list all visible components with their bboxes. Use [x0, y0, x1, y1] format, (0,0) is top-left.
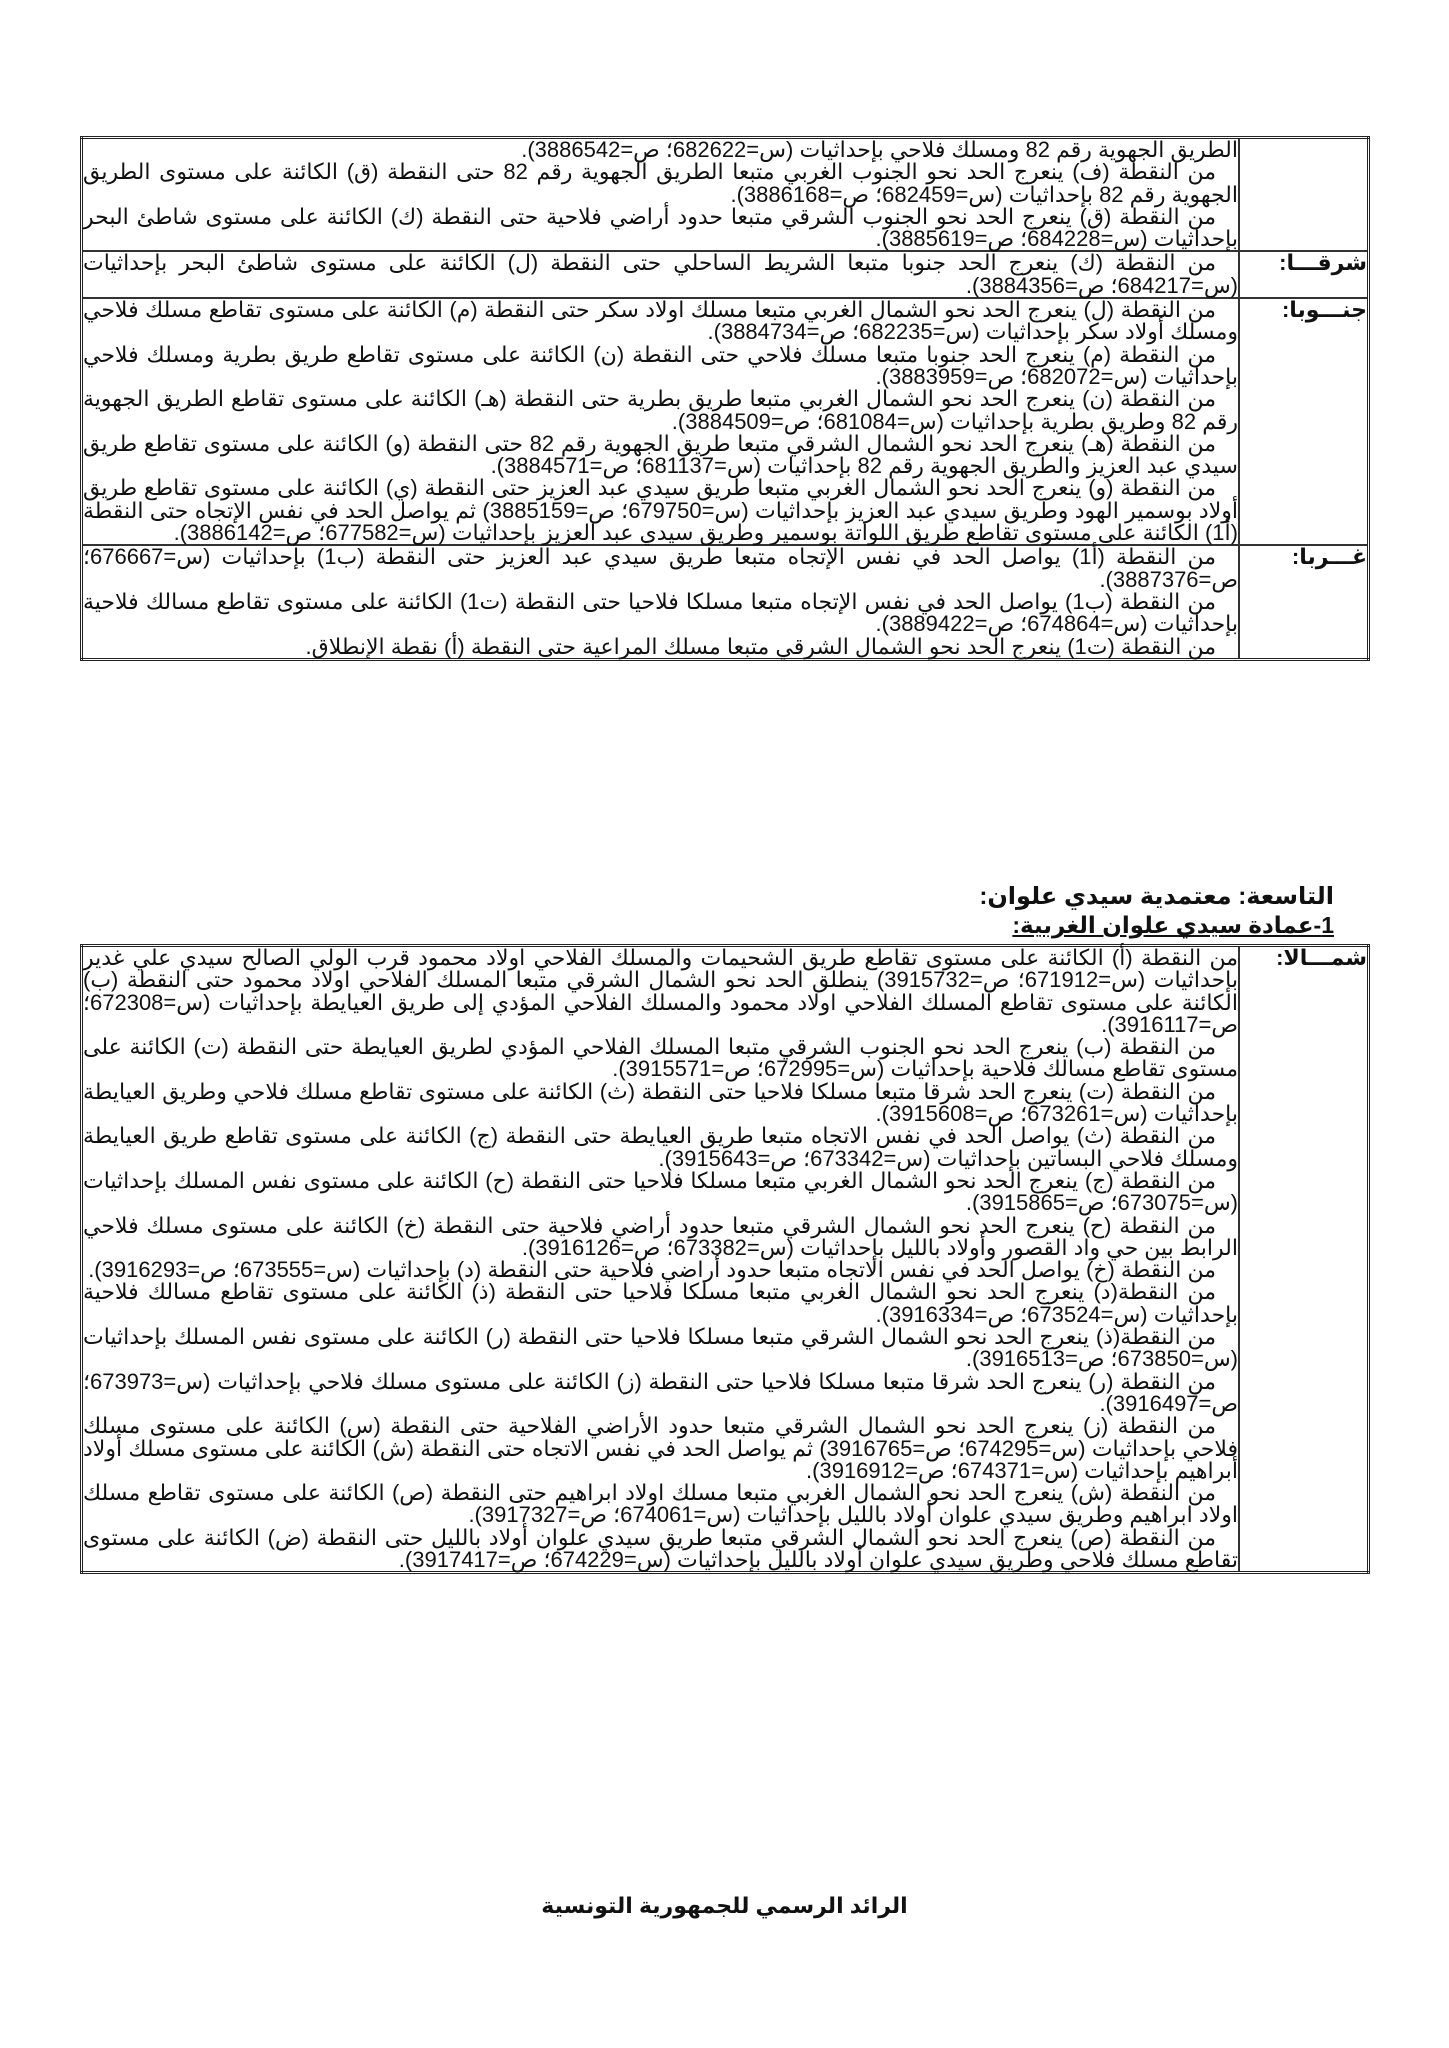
- boundary-paragraph: من النقطة (أ) الكائنة على مستوى تقاطع طريق الشحيمات والمسلك الفلاحي اولاد محمود قرب الولي الصالح سيدي علي غدير بإحداثيات (س=671912؛ ص=3915732) ينطلق الحد نحو الشمال الشرقي متبعا المسلك الفلاحي اولاد محمود حتى النقطة (ب) الكائنة على مستوى تقاطع المسلك الفلاحي اولاد محمود والمسلك الفلاحي المؤدي إلى طريق العيايطة بإحداثيات (س=672308؛ ص=3916117).: [83, 945, 1238, 1037]
- boundary-paragraph: من النقطة (ح) ينعرج الحد نحو الشمال الشرقي متبعا حدود أراضي فلاحية حتى النقطة (خ) الكائنة على مستوى مسلك فلاحي الرابط بين حي واد القصور وأولاد بالليل بإحداثيات (س=673382؛ ص=3916126).: [83, 1212, 1238, 1260]
- boundary-paragraph: من النقطة (ص) ينعرج الحد نحو الشمال الشرقي متبعا طريق سيدي علوان أولاد بالليل حتى النقطة (ض) الكائنة على مستوى تقاطع مسلك فلاحي وطريق سيدي علوان أولاد بالليل بإحداثيات (س=674229؛ ص=3917417).: [83, 1524, 1238, 1573]
- boundary-paragraph: من النقطة (خ) يواصل الحد في نفس الاتجاه متبعا حدود أراضي فلاحية حتى النقطة (د) بإحداثيات (س=673555؛ ص=3916293).: [88, 1257, 1216, 1283]
- table-row-south: [82, 298, 1369, 545]
- boundary-paragraph: من النقطة (ر) ينعرج الحد شرقا متبعا مسلكا فلاحيا حتى النقطة (ز) الكائنة على مستوى مسلك فلاحي بإحداثيات (س=673973؛ ص=3916497).: [83, 1368, 1238, 1416]
- boundary-paragraph: من النقطة (ز) ينعرج الحد نحو الشمال الشرقي متبعا حدود الأراضي الفلاحية حتى النقطة (س) الكائنة على مستوى مسلك فلاحي بإحداثيات (س=674295؛ ص=3916765) ثم يواصل الحد في نفس الاتجاه حتى النقطة (ش) الكائنة على مستوى مسلك أولاد أبراهيم بإحداثيات (س=674371؛ ص=3916912).: [83, 1413, 1238, 1483]
- boundary-paragraph: من النقطة (ت1) ينعرج الحد نحو الشمال الشرقي متبعا مسلك المراعية حتى النقطة (أ) نقطة الإنطلاق.: [305, 633, 1216, 659]
- boundary-paragraph: من النقطة (ش) ينعرج الحد نحو الشمال الغربي متبعا مسلك اولاد ابراهيم حتى النقطة (ص) الكائنة على مستوى تقاطع مسلك اولاد ابراهيم وطريق سيدي علوان أولاد بالليل بإحداثيات (س=674061؛ ص=3917327).: [83, 1480, 1238, 1528]
- row-body: [82, 138, 1240, 252]
- table-row-east: [82, 251, 1369, 298]
- row-body: [82, 298, 1240, 545]
- table-row: [82, 138, 1369, 252]
- page-footer: الرائد الرسمي للجمهورية التونسية: [541, 1893, 908, 1918]
- boundary-paragraph: من النقطة (م) ينعرج الحد جنوبا متبعا مسلك فلاحي حتى النقطة (ن) الكائنة على مستوى تقاطع طريق بطرية ومسلك فلاحي بإحداثيات (س=682072؛ ص=3883959).: [83, 341, 1238, 389]
- row-label-east: شرقـــا:: [1239, 251, 1369, 298]
- boundary-paragraph: من النقطة (ج) ينعرج الحد نحو الشمال الغربي متبعا مسلكا فلاحيا حتى النقطة (ح) الكائنة على مستوى نفس المسلك بإحداثيات (س=673075؛ ص=3915865).: [83, 1167, 1238, 1216]
- boundary-paragraph: من النقطة (ق) ينعرج الحد نحو الجنوب الشرقي متبعا حدود أراضي فلاحية حتى النقطة (ك) الكائنة على مستوى شاطئ البحر بإحداثيات (س=684228؛ ص=3885619).: [83, 203, 1238, 252]
- table-row-north: [82, 946, 1369, 1573]
- section-heading: التاسعة: معتمدية سيدي علوان:: [979, 883, 1334, 910]
- row-body: [82, 545, 1240, 659]
- boundary-paragraph: من النقطة (ث) يواصل الحد في نفس الاتجاه متبعا طريق العيايطة حتى النقطة (ج) الكائنة على مستوى تقاطع طريق العيايطة ومسلك فلاحي البساتين بإحداثيات (س=673342؛ ص=3915643).: [83, 1123, 1238, 1171]
- row-label-west: غـــربا:: [1239, 545, 1369, 659]
- boundary-paragraph: الطريق الجهوية رقم 82 ومسلك فلاحي بإحداثيات (س=682622؛ ص=3886542).: [521, 137, 1238, 162]
- row-label-north: شمـــالا:: [1239, 946, 1369, 1573]
- row-body: [82, 946, 1240, 1573]
- boundary-paragraph: من النقطة (ف) ينعرج الحد نحو الجنوب الغربي متبعا الطريق الجهوية رقم 82 حتى النقطة (ق) الكائنة على مستوى الطريق الجهوية رقم 82 بإحداثيات (س=682459؛ ص=3886168).: [83, 159, 1238, 207]
- table-row-west: [82, 545, 1369, 659]
- boundary-paragraph: من النقطة (ل) ينعرج الحد نحو الشمال الغربي متبعا مسلك اولاد سكر حتى النقطة (م) الكائنة على مستوى تقاطع مسلك فلاحي ومسلك أولاد سكر بإحداثيات (س=682235؛ ص=3884734).: [83, 297, 1238, 345]
- boundary-paragraph: من النقطة(ذ) ينعرج الحد نحو الشمال الشرقي متبعا مسلكا فلاحيا حتى النقطة (ر) الكائنة على مستوى نفس المسلك بإحداثيات (س=673850؛ ص=3916513).: [83, 1324, 1238, 1372]
- row-label: [1239, 138, 1369, 252]
- boundary-paragraph: من النقطة (ت) ينعرج الحد شرقا متبعا مسلكا فلاحيا حتى النقطة (ث) الكائنة على مستوى تقاطع مسلك فلاحي وطريق العيايطة بإحداثيات (س=673261؛ ص=3915608).: [83, 1078, 1238, 1127]
- boundary-paragraph: من النقطة(د) ينعرج الحد نحو الشمال الغربي متبعا مسلكا فلاحيا حتى النقطة (ذ) الكائنة على مستوى تقاطع مسالك فلاحية بإحداثيات (س=673524؛ ص=3916334).: [83, 1279, 1238, 1327]
- boundary-table-north: [80, 944, 1370, 1574]
- boundary-paragraph: من النقطة (و) ينعرج الحد نحو الشمال الغربي متبعا طريق سيدي عبد العزيز حتى النقطة (ي) الكائنة على مستوى تقاطع طريق أولاد بوسمير الهود وطريق سيدي عبد العزيز بإحداثيات (س=679750؛ ص=3885159) ثم يواصل الحد في نفس الإتجاه حتى النقطة (أ1) الكائنة على مستوى تقاطع طريق اللواتة بوسمير وطريق سيدي عبد العزيز بإحداثيات (س=677582؛ ص=3886142).: [83, 475, 1239, 546]
- row-body: [82, 251, 1240, 298]
- boundary-paragraph: من النقطة (ن) ينعرج الحد نحو الشمال الغربي متبعا طريق بطرية حتى النقطة (هـ) الكائنة على مستوى تقاطع الطريق الجهوية رقم 82 وطريق بطرية بإحداثيات (س=681084؛ ص=3884509).: [83, 386, 1238, 434]
- boundary-paragraph: من النقطة (ب1) يواصل الحد في نفس الإتجاه متبعا مسلكا فلاحيا حتى النقطة (ت1) الكائنة على مستوى تقاطع مسالك فلاحية بإحداثيات (س=674864؛ ص=3889422).: [83, 588, 1238, 637]
- boundary-paragraph: من النقطة (هـ) ينعرج الحد نحو الشمال الشرقي متبعا طريق الجهوية رقم 82 حتى النقطة (و) الكائنة على مستوى تقاطع طريق سيدي عبد العزيز والطريق الجهوية رقم 82 بإحداثيات (س=681137؛ ص=3884571).: [83, 430, 1238, 479]
- boundary-paragraph: من النقطة (ك) ينعرج الحد جنوبا متبعا الشريط الساحلي حتى النقطة (ل) الكائنة على مستوى شاطئ البحر بإحداثيات (س=684217؛ ص=3884356).: [83, 250, 1238, 298]
- row-label-south: جنـــوبا:: [1239, 298, 1369, 545]
- boundary-paragraph: من النقطة (أ1) يواصل الحد في نفس الإتجاه متبعا طريق سيدي عبد العزيز حتى النقطة (ب1) بإحداثيات (س=676667؛ ص=3887376).: [83, 544, 1238, 592]
- subsection-heading: 1-عمادة سيدي علوان الغربية:: [1012, 912, 1334, 938]
- boundary-table-continued: [80, 136, 1370, 661]
- boundary-paragraph: من النقطة (ب) ينعرج الحد نحو الجنوب الشرقي متبعا المسلك الفلاحي المؤدي لطريق العيايطة حتى النقطة (ت) الكائنة على مستوى تقاطع مسالك فلاحية بإحداثيات (س=672995؛ ص=3915571).: [83, 1034, 1238, 1082]
